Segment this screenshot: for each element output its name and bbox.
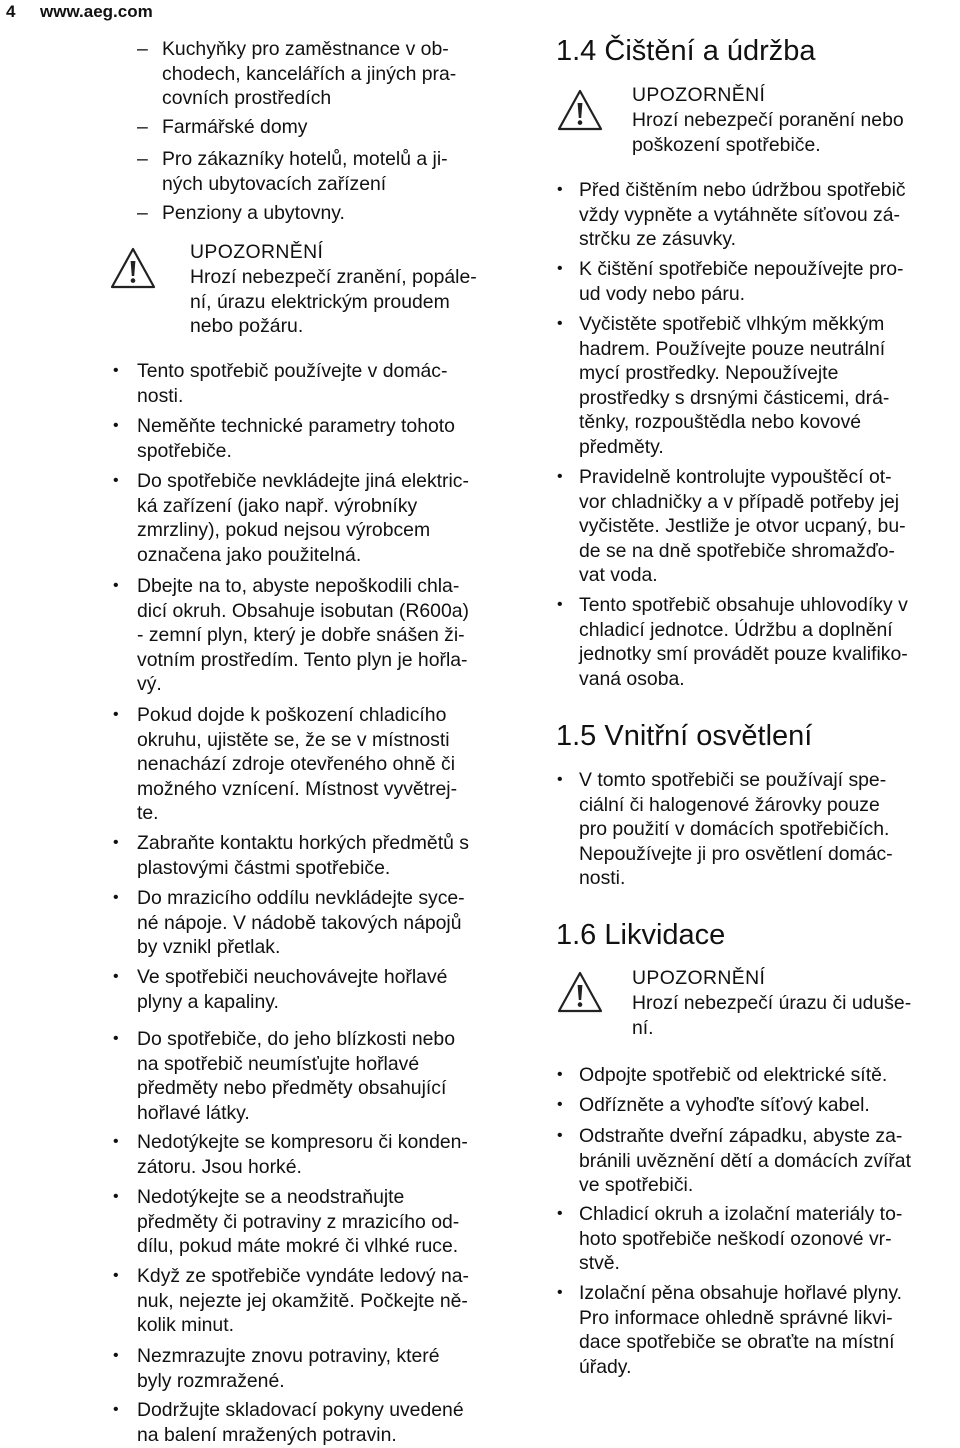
list-item-line: Před čištěním nebo údržbou spotřebič [579,179,906,201]
bullet-marker: • [557,1284,563,1301]
list-item-line: nenachází zdroje otevřeného ohně či [137,753,456,775]
bullet-marker: • [113,968,119,985]
list-item-line: de se na dně spotřebiče shromažďo- [579,539,895,562]
bullet-marker: • [557,1066,563,1083]
list-item-line: úřady. [579,1355,632,1378]
list-item-line: nuk, nejezte jej okamžitě. Počkejte ně- [137,1289,468,1312]
dash-item-line: chodech, kancelářích a jiných pra- [162,62,457,85]
warning-text-line: ní, úrazu elektrickým proudem [190,290,450,313]
list-item-line: Do spotřebiče, do jeho blízkosti nebo [137,1028,455,1050]
list-item-line: by vznikl přetlak. [137,936,281,958]
list-item-line: Dbejte na to, abyste nepoškodili chla- [137,575,460,597]
list-item-line: jednotky smí provádět pouze kvalifiko- [579,643,908,665]
list-item-line: těnky, rozpouštědla nebo kovové [579,411,862,433]
bullet-marker: • [113,577,119,594]
list-item-line: hoto spotřebiče neškodí ozonové vr- [579,1227,892,1250]
list-item-line: byly rozmražené. [137,1369,285,1392]
list-item-line: Nedotýkejte se kompresoru či konden- [137,1131,468,1153]
list-item-line: prostředky s drsnými částicemi, drá- [579,386,890,409]
bullet-marker: • [557,596,563,613]
bullet-marker: • [113,834,119,851]
list-item-line: strčku ze zásuvky. [579,228,736,250]
list-item-line: na balení mražených potravin. [137,1423,397,1446]
bullet-marker: • [113,1347,119,1364]
list-item-line: vyčistěte. Jestliže je otvor ucpaný, bu- [579,515,906,537]
list-item-line: Nedotýkejte se a neodstraňujte [137,1186,405,1208]
bullet-marker: • [557,468,563,485]
dash-marker: – [137,148,148,170]
dash-marker: – [137,116,148,138]
list-item-line: né nápoje. V nádobě takových nápojů [137,911,462,934]
list-item-line: plyny a kapaliny. [137,990,279,1013]
list-item-line: zmrzliny), pokud nejsou výrobcem [137,519,431,541]
list-item-line: nosti. [579,867,626,889]
list-item-line: vaná osoba. [579,667,685,690]
list-item-line: pro použití v domácích spotřebičích. [579,818,890,840]
bullet-marker: • [557,771,563,788]
bullet-marker: • [557,1096,563,1113]
section-title: Vnitřní osvětlení [604,720,813,752]
warning-triangle-icon [556,88,604,132]
bullet-marker: • [113,362,119,379]
list-item-line: Vyčistěte spotřebič vlhkým měkkým [579,313,885,335]
list-item-line: V tomto spotřebiči se používají spe- [579,769,887,791]
bullet-marker: • [557,315,563,332]
list-item-line: vat voda. [579,564,658,586]
dash-item-line: ných ubytovacích zařízení [162,172,387,195]
list-item-line: dílu, pokud máte mokré či vlhké ruce. [137,1235,459,1257]
list-item-line: na spotřebič neumísťujte hořlavé [137,1052,420,1075]
site-url[interactable]: www.aeg.com [40,2,153,21]
bullet-marker: • [113,1188,119,1205]
list-item-line: spotřebiče. [137,439,232,462]
warning-title: UPOZORNĚNÍ [632,967,766,989]
bullet-marker: • [113,706,119,723]
list-item-line: vždy vypněte a vytáhněte síťovou zá- [579,203,900,226]
list-item-line: plastovými částmi spotřebiče. [137,856,391,879]
list-item-line: předměty nebo předměty obsahující [137,1077,447,1099]
list-item-line: nosti. [137,384,184,407]
warning-text-line: poškození spotřebiče. [632,133,821,156]
list-item-line: Pokud dojde k poškození chladicího [137,704,447,726]
list-item-line: Odřízněte a vyhoďte síťový kabel. [579,1094,870,1116]
warning-text-line: Hrozí nebezpečí úrazu či uduše- [632,992,912,1014]
dash-item-line: Farmářské domy [162,116,308,138]
section-heading [556,719,812,753]
list-item-line: Zabraňte kontaktu horkých předmětů s [137,832,469,854]
list-item-line: Dodržujte skladovací pokyny uvedené [137,1399,464,1421]
bullet-marker: • [113,889,119,906]
list-item-line: Nepoužívejte ji pro osvětlení domác- [579,842,893,865]
bullet-marker: • [113,417,119,434]
list-item-line: předměty či potraviny z mrazicího od- [137,1210,460,1233]
warning-text-line: nebo požáru. [190,315,304,337]
bullet-marker: • [557,260,563,277]
list-item-line: Chladicí okruh a izolační materiály to- [579,1203,903,1225]
bullet-marker: • [113,472,119,489]
dash-marker: – [137,202,148,224]
list-item-line: vý. [137,673,162,695]
list-item-line: dace spotřebiče se obraťte na místní [579,1331,895,1353]
list-item-line: Nezmrazujte znovu potraviny, které [137,1345,440,1367]
section-heading [556,34,816,68]
list-item-line: Izolační pěna obsahuje hořlavé plyny. [579,1282,903,1304]
list-item-line: Odstraňte dveřní západku, abyste za- [579,1125,903,1147]
warning-title: UPOZORNĚNÍ [190,241,324,263]
list-item-line: votním prostředím. Tento plyn je hořla- [137,648,468,671]
list-item-line: Tento spotřebič používejte v domác- [137,360,448,382]
section-heading [556,918,725,952]
list-item-line: dicí okruh. Obsahuje isobutan (R600a) [137,599,469,622]
list-item-line: te. [137,802,159,824]
list-item-line: kolik minut. [137,1314,234,1336]
warning-text-line: Hrozí nebezpečí poranění nebo [632,109,904,131]
list-item-line: chladicí jednotce. Údržbu a doplnění [579,618,893,641]
list-item-line: hořlavé látky. [137,1101,250,1124]
list-item-line: Do spotřebiče nevkládejte jiná elektric- [137,470,469,492]
list-item-line: Tento spotřebič obsahuje uhlovodíky v [579,594,908,616]
warning-triangle-icon [556,970,604,1014]
list-item-line: bránili uvěznění dětí a domácích zvířat [579,1149,911,1172]
list-item-line: Neměňte technické parametry tohoto [137,415,455,437]
list-item-line: ciální či halogenové žárovky pouze [579,793,880,816]
bullet-marker: • [557,181,563,198]
bullet-marker: • [113,1030,119,1047]
list-item-line: předměty. [579,435,664,458]
warning-title: UPOZORNĚNÍ [632,84,766,106]
list-item-line: ká zařízení (jako např. výrobníky [137,494,418,517]
dash-item-line: Pro zákazníky hotelů, motelů a ji- [162,148,448,170]
list-item-line: K čištění spotřebiče nepoužívejte pro- [579,258,904,280]
list-item-line: hadrem. Používejte pouze neutrální [579,337,886,360]
list-item-line: stvě. [579,1252,620,1274]
bullet-marker: • [557,1127,563,1144]
bullet-marker: • [557,1205,563,1222]
section-number: 1.5 [556,720,597,752]
dash-item-line: covních prostředích [162,87,332,109]
list-item-line: mycí prostředky. Nepoužívejte [579,362,839,384]
warning-triangle-icon [109,246,157,290]
list-item-line: Pro informace ohledně správné likvi- [579,1306,893,1329]
section-title: Čištění a údržba [604,35,816,67]
list-item-line: Pravidelně kontrolujte vypouštěcí ot- [579,466,892,488]
bullet-marker: • [113,1401,119,1418]
list-item-line: označena jako použitelná. [137,543,362,566]
dash-marker: – [137,38,148,60]
list-item-line: Když ze spotřebiče vyndáte ledový na- [137,1265,469,1287]
dash-item-line: Penziony a ubytovny. [162,202,345,224]
list-item-line: ve spotřebiči. [579,1174,694,1196]
page-number: 4 [6,2,16,21]
bullet-marker: • [113,1267,119,1284]
list-item-line: možného vznícení. Místnost vyvětrej- [137,777,458,800]
list-item-line: zátoru. Jsou horké. [137,1155,302,1178]
section-title: Likvidace [604,919,726,951]
warning-text-line: Hrozí nebezpečí zranění, popále- [190,266,477,288]
section-number: 1.4 [556,35,597,67]
list-item-line: ud vody nebo páru. [579,282,746,305]
list-item-line: vor chladničky a v případě potřeby jej [579,490,900,513]
list-item-line: okruhu, ujistěte se, že se v místnosti [137,728,450,751]
list-item-line: - zemní plyn, který je dobře snášen ži- [137,624,465,646]
dash-item-line: Kuchyňky pro zaměstnance v ob- [162,38,449,60]
bullet-marker: • [113,1133,119,1150]
list-item-line: Ve spotřebiči neuchovávejte hořlavé [137,966,448,988]
section-number: 1.6 [556,919,597,951]
warning-text-line: ní. [632,1016,654,1039]
list-item-line: Odpojte spotřebič od elektrické sítě. [579,1064,888,1086]
list-item-line: Do mrazicího oddílu nevkládejte syce- [137,887,465,909]
